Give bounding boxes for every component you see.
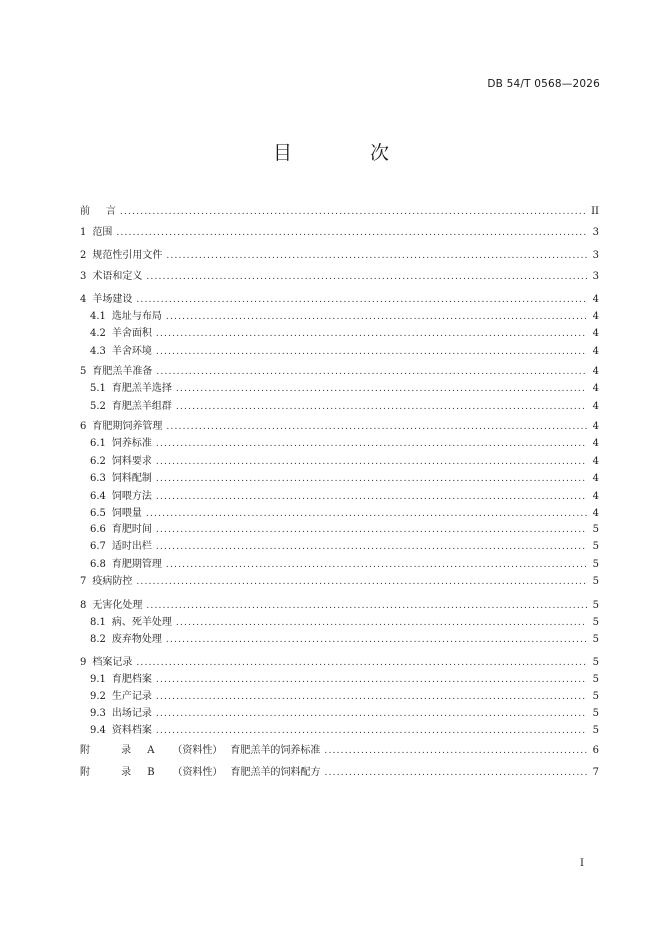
toc-leader-dots bbox=[156, 347, 587, 357]
toc-leader-dots bbox=[324, 746, 587, 756]
toc-entry-page: 5 bbox=[592, 674, 599, 685]
toc-entry-label: 饲喂量 bbox=[111, 508, 142, 519]
toc-leader-dots bbox=[156, 675, 587, 685]
toc-entry-label: 饲喂方法 bbox=[111, 491, 152, 502]
toc-entry-number: 8.1 bbox=[90, 617, 106, 628]
toc-entry[interactable] bbox=[80, 452, 599, 466]
toc-entry[interactable] bbox=[80, 379, 599, 393]
toc-entry-page: 4 bbox=[592, 473, 599, 484]
toc-entry[interactable] bbox=[80, 417, 599, 431]
toc-entry-page: 5 bbox=[592, 657, 599, 668]
toc-appendix-entry[interactable] bbox=[80, 741, 599, 755]
toc-entry-number: 5.2 bbox=[90, 401, 106, 412]
appendix-title: 育肥羔羊的饲养标准 bbox=[230, 745, 321, 756]
toc-entry-label: 育肥羔羊准备 bbox=[92, 366, 153, 377]
toc-entry-number: 9.3 bbox=[90, 708, 106, 719]
toc-entry-page: II bbox=[591, 206, 599, 217]
toc-entry-number: 3 bbox=[80, 271, 87, 282]
toc-leader-dots bbox=[176, 402, 587, 412]
toc-entry-page: 3 bbox=[592, 250, 599, 261]
toc-entry-number: 4 bbox=[80, 294, 87, 305]
toc-entry-number: 1 bbox=[80, 227, 87, 238]
toc-entry-label: 前 言 bbox=[80, 206, 116, 217]
toc-entry[interactable] bbox=[80, 653, 599, 667]
appendix-prefix: 附 录 bbox=[80, 745, 146, 756]
toc-entry-number: 8 bbox=[80, 600, 87, 611]
toc-entry-page: 4 bbox=[592, 438, 599, 449]
toc-entry[interactable] bbox=[80, 223, 599, 237]
toc-entry-label: 饲料要求 bbox=[111, 456, 152, 467]
toc-entry[interactable] bbox=[80, 307, 599, 321]
toc-entry-label: 饲养标准 bbox=[111, 438, 152, 449]
toc-entry-label: 生产记录 bbox=[111, 691, 152, 702]
toc-entry-page: 3 bbox=[592, 271, 599, 282]
appendix-page: 6 bbox=[592, 745, 599, 756]
toc-leader-dots bbox=[166, 312, 587, 322]
toc-leader-dots bbox=[176, 384, 587, 394]
toc-leader-dots bbox=[176, 618, 587, 628]
toc-entry-page: 5 bbox=[592, 600, 599, 611]
toc-entry-label: 出场记录 bbox=[111, 708, 152, 719]
toc-entry-number: 5 bbox=[80, 366, 87, 377]
toc-entry[interactable] bbox=[80, 613, 599, 627]
toc-entry[interactable] bbox=[80, 324, 599, 338]
toc-entry-number: 4.3 bbox=[90, 346, 106, 357]
footer-page-number: I bbox=[580, 858, 584, 869]
appendix-type-tag: （资料性） bbox=[172, 767, 223, 778]
toc-entry-number: 6.6 bbox=[90, 524, 106, 535]
toc-entry-label: 育肥时间 bbox=[111, 524, 152, 535]
toc-entry[interactable] bbox=[80, 397, 599, 411]
toc-entry-label: 术语和定义 bbox=[92, 271, 143, 282]
toc-leader-dots bbox=[156, 457, 587, 467]
toc-entry-number: 6.1 bbox=[90, 438, 106, 449]
toc-entry-label: 资料档案 bbox=[111, 725, 152, 736]
toc-leader-dots bbox=[166, 251, 587, 261]
toc-entry[interactable] bbox=[80, 469, 599, 483]
toc-leader-dots bbox=[156, 329, 587, 339]
toc-entry-number: 9.1 bbox=[90, 674, 106, 685]
toc-entry-label: 疫病防控 bbox=[92, 576, 133, 587]
toc-leader-dots bbox=[156, 439, 587, 449]
toc-entry-page: 4 bbox=[592, 491, 599, 502]
toc-entry-number: 4.2 bbox=[90, 328, 106, 339]
toc-entry-page: 4 bbox=[592, 294, 599, 305]
toc-entry-page: 5 bbox=[592, 691, 599, 702]
toc-entry-label: 育肥羔羊组群 bbox=[111, 401, 172, 412]
toc-leader-dots bbox=[156, 542, 587, 552]
toc-leader-dots bbox=[136, 658, 587, 668]
toc-entry[interactable] bbox=[80, 572, 599, 586]
toc-leader-dots bbox=[136, 577, 587, 587]
toc-entry[interactable] bbox=[80, 537, 599, 551]
toc-entry[interactable] bbox=[80, 362, 599, 376]
toc-entry-page: 5 bbox=[592, 524, 599, 535]
toc-entry[interactable] bbox=[80, 596, 599, 610]
toc-entry-page: 4 bbox=[592, 311, 599, 322]
appendix-type-tag: （资料性） bbox=[172, 745, 223, 756]
toc-entry[interactable] bbox=[80, 670, 599, 684]
toc-entry-number: 6.4 bbox=[90, 491, 106, 502]
toc-entry-label: 病、死羊处理 bbox=[111, 617, 172, 628]
toc-entry-label: 档案记录 bbox=[92, 657, 133, 668]
toc-entry[interactable] bbox=[80, 202, 599, 216]
toc-entry-number: 4.1 bbox=[90, 311, 106, 322]
toc-entry-number: 5.1 bbox=[90, 383, 106, 394]
toc-entry-page: 4 bbox=[592, 421, 599, 432]
toc-entry-number: 8.2 bbox=[90, 634, 106, 645]
toc-leader-dots bbox=[146, 601, 587, 611]
toc-leader-dots bbox=[156, 474, 587, 484]
toc-entry-page: 5 bbox=[592, 541, 599, 552]
toc-entry-page: 5 bbox=[592, 634, 599, 645]
toc-leader-dots bbox=[120, 207, 587, 217]
toc-entry[interactable] bbox=[80, 267, 599, 281]
toc-entry[interactable] bbox=[80, 434, 599, 448]
toc-entry-page: 5 bbox=[592, 617, 599, 628]
toc-appendix-entry[interactable] bbox=[80, 763, 599, 777]
toc-entry-number: 2 bbox=[80, 250, 87, 261]
toc-entry[interactable] bbox=[80, 290, 599, 304]
toc-entry[interactable] bbox=[80, 630, 599, 644]
toc-leader-dots bbox=[325, 768, 587, 778]
toc-entry-number: 9 bbox=[80, 657, 87, 668]
toc-entry-number: 6.3 bbox=[90, 473, 106, 484]
toc-entry-label: 育肥期管理 bbox=[111, 559, 162, 570]
toc-entry[interactable] bbox=[80, 520, 599, 534]
appendix-letter: B bbox=[147, 767, 155, 778]
toc-entry-label: 选址与布局 bbox=[111, 311, 162, 322]
toc-entry[interactable] bbox=[80, 721, 599, 735]
toc-entry-number: 6 bbox=[80, 421, 87, 432]
toc-entry[interactable] bbox=[80, 342, 599, 356]
toc-entry-page: 4 bbox=[592, 366, 599, 377]
toc-entry-number: 9.4 bbox=[90, 725, 106, 736]
toc-entry[interactable] bbox=[80, 704, 599, 718]
toc-leader-dots bbox=[166, 422, 587, 432]
toc-entry-label: 羊舍面积 bbox=[111, 328, 152, 339]
toc-leader-dots bbox=[156, 492, 587, 502]
toc-leader-dots bbox=[136, 295, 587, 305]
toc-leader-dots bbox=[116, 228, 587, 238]
toc-entry-label: 羊场建设 bbox=[92, 294, 133, 305]
toc-entry-label: 育肥档案 bbox=[111, 674, 152, 685]
toc-entry-page: 5 bbox=[592, 559, 599, 570]
toc-entry-page: 5 bbox=[592, 576, 599, 587]
toc-leader-dots bbox=[156, 692, 587, 702]
appendix-prefix: 附 录 bbox=[80, 767, 146, 778]
toc-entry-page: 4 bbox=[592, 346, 599, 357]
toc-entry-label: 适时出栏 bbox=[111, 541, 152, 552]
toc-entry-number: 6.5 bbox=[90, 508, 106, 519]
toc-entry-number: 6.7 bbox=[90, 541, 106, 552]
appendix-title: 育肥羔羊的饲料配方 bbox=[230, 767, 321, 778]
toc-leader-dots bbox=[156, 525, 587, 535]
toc-entry-page: 4 bbox=[592, 383, 599, 394]
toc-title: 目 次 bbox=[272, 142, 426, 164]
toc-entry-page: 4 bbox=[592, 401, 599, 412]
toc-entry-number: 9.2 bbox=[90, 691, 106, 702]
toc-entry[interactable] bbox=[80, 555, 599, 569]
toc-entry-label: 规范性引用文件 bbox=[92, 250, 163, 261]
toc-leader-dots bbox=[156, 709, 587, 719]
toc-entry-label: 无害化处理 bbox=[92, 600, 143, 611]
toc-entry-page: 5 bbox=[592, 708, 599, 719]
toc-entry-label: 范围 bbox=[92, 227, 113, 238]
toc-entry[interactable] bbox=[80, 487, 599, 501]
toc-entry[interactable] bbox=[80, 687, 599, 701]
toc-entry[interactable] bbox=[80, 246, 599, 260]
toc-entry-number: 6.8 bbox=[90, 559, 106, 570]
appendix-page: 7 bbox=[592, 767, 599, 778]
toc-entry-page: 4 bbox=[592, 508, 599, 519]
toc-leader-dots bbox=[156, 367, 587, 377]
toc-entry-page: 3 bbox=[592, 227, 599, 238]
toc-leader-dots bbox=[166, 560, 587, 570]
toc-entry-label: 饲料配制 bbox=[111, 473, 152, 484]
toc-entry-label: 废弃物处理 bbox=[111, 634, 162, 645]
toc-entry-number: 6.2 bbox=[90, 456, 106, 467]
toc-leader-dots bbox=[146, 509, 587, 519]
toc-entry-label: 羊舍环境 bbox=[111, 346, 152, 357]
toc-leader-dots bbox=[156, 726, 587, 736]
toc-entry-page: 5 bbox=[592, 725, 599, 736]
toc-entry-label: 育肥羔羊选择 bbox=[111, 383, 172, 394]
toc-leader-dots bbox=[166, 635, 587, 645]
appendix-letter: A bbox=[147, 745, 155, 756]
toc-leader-dots bbox=[146, 272, 587, 282]
toc-entry-number: 7 bbox=[80, 576, 87, 587]
standard-code: DB 54/T 0568—2026 bbox=[487, 78, 600, 90]
toc-entry-page: 4 bbox=[592, 328, 599, 339]
toc-entry-label: 育肥期饲养管理 bbox=[92, 421, 163, 432]
toc-entry-page: 4 bbox=[592, 456, 599, 467]
toc-entry[interactable] bbox=[80, 504, 599, 518]
